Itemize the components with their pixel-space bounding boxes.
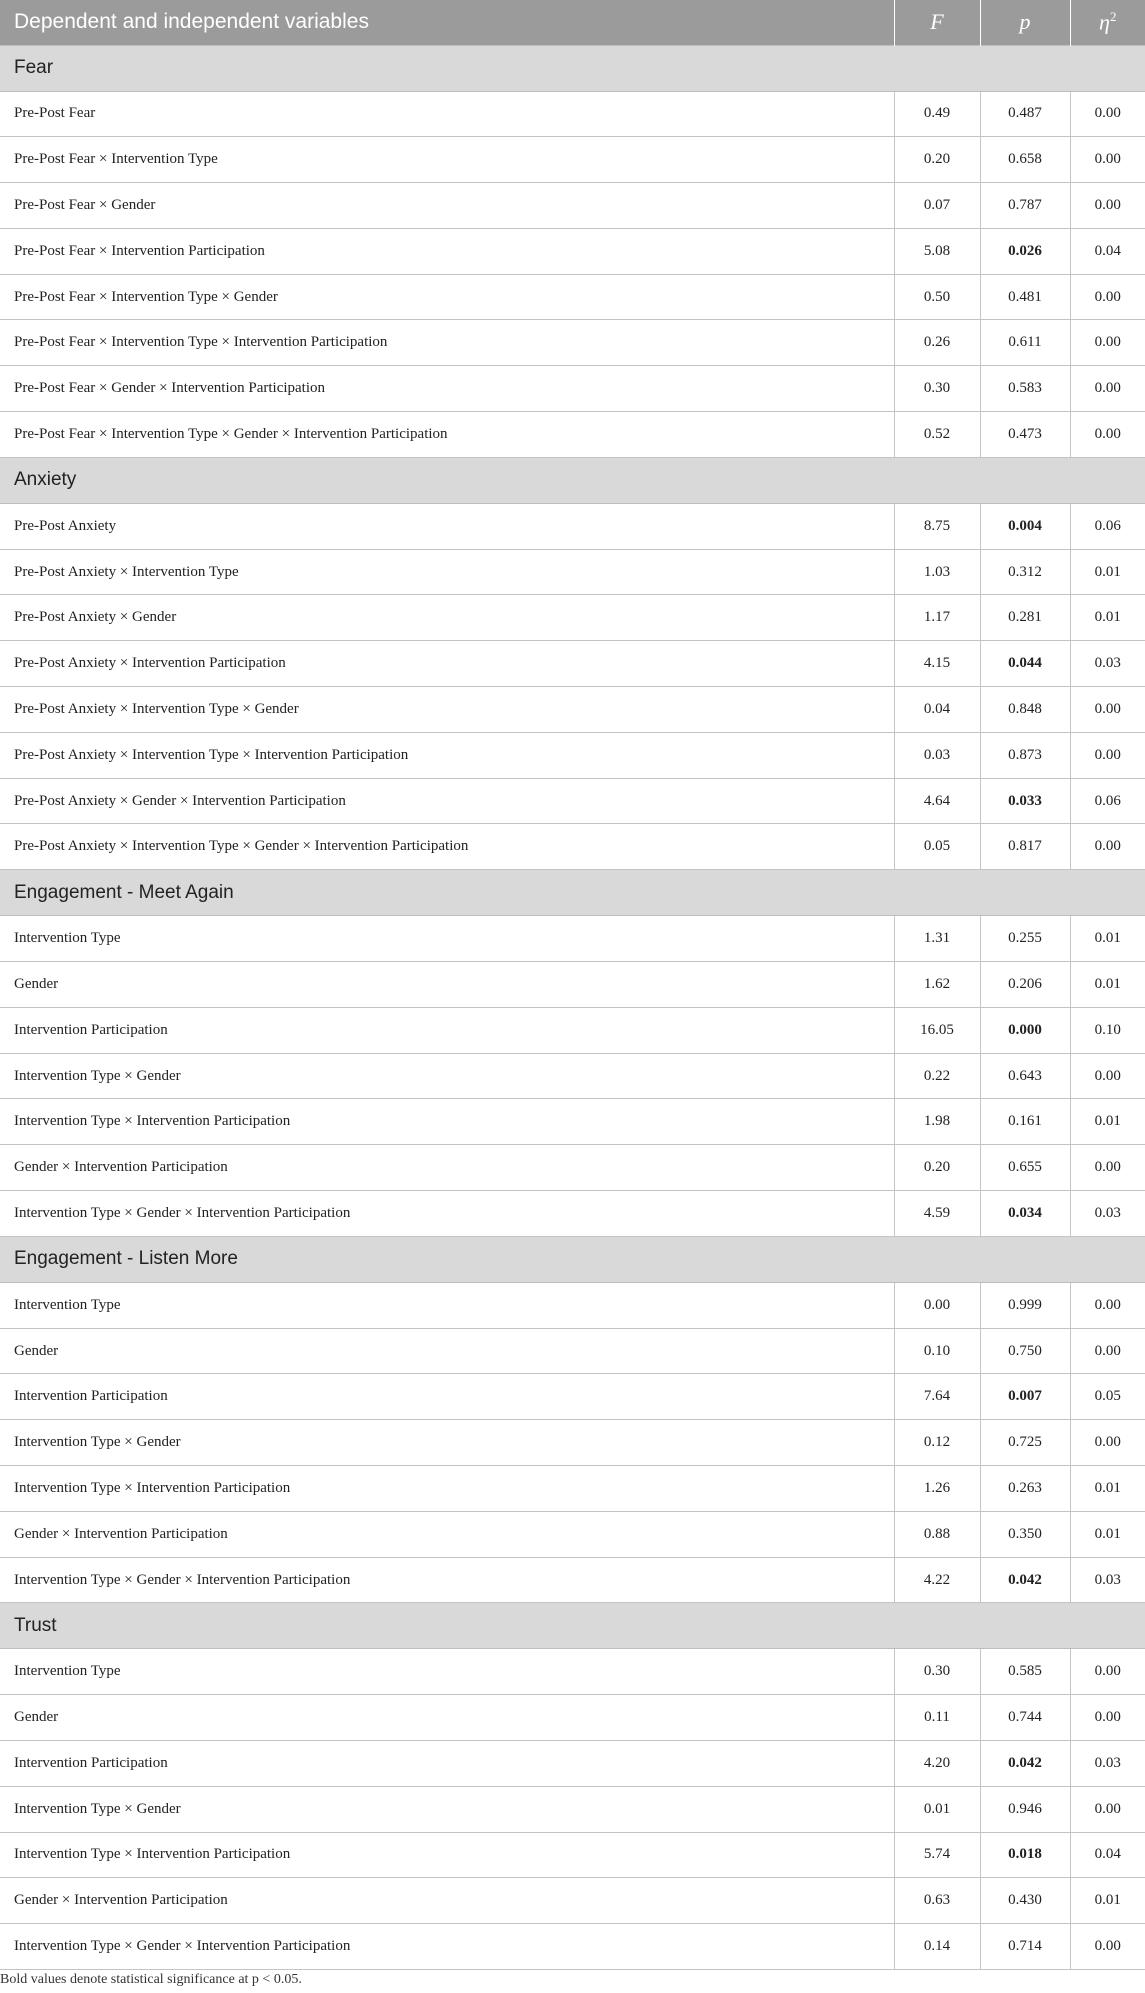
p-value-cell: 0.161 bbox=[980, 1099, 1070, 1145]
eta-squared-cell: 0.03 bbox=[1070, 1191, 1145, 1237]
p-value-cell: 0.655 bbox=[980, 1145, 1070, 1191]
variable-cell: Intervention Participation bbox=[0, 1007, 894, 1053]
p-value-cell: 0.946 bbox=[980, 1786, 1070, 1832]
table-row bbox=[0, 228, 1145, 274]
table-body bbox=[0, 45, 1145, 1969]
table-row bbox=[0, 732, 1145, 778]
eta-squared-cell: 0.00 bbox=[1070, 183, 1145, 229]
p-value-cell: 0.033 bbox=[980, 778, 1070, 824]
p-value-cell: 0.873 bbox=[980, 732, 1070, 778]
table-row bbox=[0, 778, 1145, 824]
table-row bbox=[0, 1786, 1145, 1832]
table-row bbox=[0, 1832, 1145, 1878]
eta-squared-cell: 0.00 bbox=[1070, 91, 1145, 137]
variable-cell: Intervention Type × Intervention Participation bbox=[0, 1832, 894, 1878]
table-row bbox=[0, 1145, 1145, 1191]
f-value-cell: 0.88 bbox=[894, 1511, 980, 1557]
table-row bbox=[0, 412, 1145, 458]
eta-squared-cell: 0.00 bbox=[1070, 412, 1145, 458]
table-row bbox=[0, 916, 1145, 962]
table-row bbox=[0, 824, 1145, 870]
eta-squared-cell: 0.01 bbox=[1070, 962, 1145, 1008]
eta-squared-cell: 0.00 bbox=[1070, 274, 1145, 320]
table-row bbox=[0, 1328, 1145, 1374]
eta-squared-cell: 0.00 bbox=[1070, 824, 1145, 870]
variable-cell: Intervention Type bbox=[0, 1649, 894, 1695]
p-value-cell: 0.744 bbox=[980, 1695, 1070, 1741]
table-row bbox=[0, 1695, 1145, 1741]
variable-cell: Pre-Post Fear × Intervention Type × Intervention Participation bbox=[0, 320, 894, 366]
table-row bbox=[0, 1649, 1145, 1695]
p-value-cell: 0.481 bbox=[980, 274, 1070, 320]
p-value-cell: 0.044 bbox=[980, 641, 1070, 687]
p-value-cell: 0.611 bbox=[980, 320, 1070, 366]
table-row bbox=[0, 1374, 1145, 1420]
table-row bbox=[0, 1099, 1145, 1145]
variable-cell: Intervention Type × Gender × Intervention Participation bbox=[0, 1557, 894, 1603]
variable-cell: Pre-Post Fear bbox=[0, 91, 894, 137]
f-value-cell: 0.52 bbox=[894, 412, 980, 458]
eta-symbol: η bbox=[1099, 9, 1110, 35]
f-value-cell: 0.10 bbox=[894, 1328, 980, 1374]
f-value-cell: 0.11 bbox=[894, 1695, 980, 1741]
variable-cell: Pre-Post Fear × Gender bbox=[0, 183, 894, 229]
p-value-cell: 0.263 bbox=[980, 1466, 1070, 1512]
table-row bbox=[0, 1282, 1145, 1328]
f-value-cell: 0.12 bbox=[894, 1420, 980, 1466]
table-row bbox=[0, 1878, 1145, 1924]
variable-cell: Gender bbox=[0, 1328, 894, 1374]
f-value-cell: 1.17 bbox=[894, 595, 980, 641]
eta-superscript: 2 bbox=[1109, 9, 1117, 25]
variable-cell: Pre-Post Fear × Intervention Type bbox=[0, 137, 894, 183]
p-value-cell: 0.430 bbox=[980, 1878, 1070, 1924]
p-value-cell: 0.281 bbox=[980, 595, 1070, 641]
variable-cell: Gender bbox=[0, 1695, 894, 1741]
header-f-statistic: F bbox=[894, 0, 980, 45]
table-row bbox=[0, 183, 1145, 229]
table-row bbox=[0, 91, 1145, 137]
f-value-cell: 0.30 bbox=[894, 1649, 980, 1695]
eta-squared-cell: 0.03 bbox=[1070, 1741, 1145, 1787]
p-value-cell: 0.585 bbox=[980, 1649, 1070, 1695]
p-value-cell: 0.658 bbox=[980, 137, 1070, 183]
f-value-cell: 1.31 bbox=[894, 916, 980, 962]
variable-cell: Pre-Post Anxiety × Gender bbox=[0, 595, 894, 641]
f-value-cell: 0.14 bbox=[894, 1924, 980, 1970]
variable-cell: Pre-Post Fear × Intervention Type × Gender bbox=[0, 274, 894, 320]
section-header-row bbox=[0, 1236, 1145, 1282]
p-value-cell: 0.026 bbox=[980, 228, 1070, 274]
eta-squared-cell: 0.00 bbox=[1070, 1924, 1145, 1970]
eta-squared-cell: 0.00 bbox=[1070, 1420, 1145, 1466]
f-value-cell: 0.20 bbox=[894, 1145, 980, 1191]
f-value-cell: 0.03 bbox=[894, 732, 980, 778]
p-value-cell: 0.999 bbox=[980, 1282, 1070, 1328]
table-row bbox=[0, 1466, 1145, 1512]
table-row bbox=[0, 1557, 1145, 1603]
section-title: Fear bbox=[0, 45, 1145, 91]
eta-squared-cell: 0.10 bbox=[1070, 1007, 1145, 1053]
eta-squared-cell: 0.06 bbox=[1070, 503, 1145, 549]
header-eta-squared bbox=[1070, 0, 1145, 45]
table-row bbox=[0, 1924, 1145, 1970]
table-row bbox=[0, 503, 1145, 549]
table-row bbox=[0, 641, 1145, 687]
p-value-cell: 0.787 bbox=[980, 183, 1070, 229]
table-row bbox=[0, 1191, 1145, 1237]
variable-cell: Intervention Type × Intervention Participation bbox=[0, 1099, 894, 1145]
p-value-cell: 0.042 bbox=[980, 1557, 1070, 1603]
f-value-cell: 4.64 bbox=[894, 778, 980, 824]
eta-squared-cell: 0.00 bbox=[1070, 1649, 1145, 1695]
f-value-cell: 16.05 bbox=[894, 1007, 980, 1053]
eta-squared-cell: 0.01 bbox=[1070, 549, 1145, 595]
variable-cell: Pre-Post Anxiety × Intervention Type × Gender × Intervention Participation bbox=[0, 824, 894, 870]
eta-squared-cell: 0.00 bbox=[1070, 1695, 1145, 1741]
p-value-cell: 0.206 bbox=[980, 962, 1070, 1008]
variable-cell: Pre-Post Anxiety × Intervention Type × Intervention Participation bbox=[0, 732, 894, 778]
p-value-cell: 0.643 bbox=[980, 1053, 1070, 1099]
variable-cell: Gender × Intervention Participation bbox=[0, 1511, 894, 1557]
f-value-cell: 5.08 bbox=[894, 228, 980, 274]
p-value-cell: 0.750 bbox=[980, 1328, 1070, 1374]
f-value-cell: 0.00 bbox=[894, 1282, 980, 1328]
variable-cell: Intervention Type × Gender bbox=[0, 1420, 894, 1466]
eta-squared-cell: 0.00 bbox=[1070, 732, 1145, 778]
table-row bbox=[0, 320, 1145, 366]
f-value-cell: 4.15 bbox=[894, 641, 980, 687]
section-header-row bbox=[0, 457, 1145, 503]
section-title: Engagement - Listen More bbox=[0, 1236, 1145, 1282]
f-value-cell: 0.63 bbox=[894, 1878, 980, 1924]
p-value-cell: 0.583 bbox=[980, 366, 1070, 412]
variable-cell: Intervention Type × Gender bbox=[0, 1786, 894, 1832]
f-value-cell: 0.05 bbox=[894, 824, 980, 870]
f-value-cell: 1.98 bbox=[894, 1099, 980, 1145]
variable-cell: Pre-Post Anxiety bbox=[0, 503, 894, 549]
eta-squared-cell: 0.00 bbox=[1070, 1145, 1145, 1191]
f-value-cell: 0.26 bbox=[894, 320, 980, 366]
p-value-cell: 0.714 bbox=[980, 1924, 1070, 1970]
p-value-cell: 0.000 bbox=[980, 1007, 1070, 1053]
f-value-cell: 4.22 bbox=[894, 1557, 980, 1603]
eta-squared-cell: 0.03 bbox=[1070, 1557, 1145, 1603]
variable-cell: Gender bbox=[0, 962, 894, 1008]
eta-squared-cell: 0.05 bbox=[1070, 1374, 1145, 1420]
variable-cell: Pre-Post Anxiety × Gender × Intervention Participation bbox=[0, 778, 894, 824]
eta-squared-cell: 0.01 bbox=[1070, 595, 1145, 641]
eta-squared-cell: 0.00 bbox=[1070, 1786, 1145, 1832]
p-value-cell: 0.007 bbox=[980, 1374, 1070, 1420]
p-value-cell: 0.487 bbox=[980, 91, 1070, 137]
f-value-cell: 0.30 bbox=[894, 366, 980, 412]
header-p-value: p bbox=[980, 0, 1070, 45]
variable-cell: Intervention Type × Gender bbox=[0, 1053, 894, 1099]
eta-squared-cell: 0.00 bbox=[1070, 1282, 1145, 1328]
section-title: Engagement - Meet Again bbox=[0, 870, 1145, 916]
section-title: Trust bbox=[0, 1603, 1145, 1649]
section-header-row bbox=[0, 45, 1145, 91]
section-header-row bbox=[0, 870, 1145, 916]
eta-squared-cell: 0.00 bbox=[1070, 320, 1145, 366]
variable-cell: Intervention Type × Gender × Intervention Participation bbox=[0, 1191, 894, 1237]
table-row bbox=[0, 1053, 1145, 1099]
variable-cell: Pre-Post Anxiety × Intervention Participation bbox=[0, 641, 894, 687]
eta-squared-cell: 0.01 bbox=[1070, 916, 1145, 962]
variable-cell: Gender × Intervention Participation bbox=[0, 1878, 894, 1924]
table-row bbox=[0, 366, 1145, 412]
table-row bbox=[0, 1007, 1145, 1053]
f-value-cell: 0.22 bbox=[894, 1053, 980, 1099]
variable-cell: Pre-Post Fear × Gender × Intervention Participation bbox=[0, 366, 894, 412]
p-value-cell: 0.018 bbox=[980, 1832, 1070, 1878]
eta-squared-cell: 0.06 bbox=[1070, 778, 1145, 824]
eta-squared-cell: 0.03 bbox=[1070, 641, 1145, 687]
p-value-cell: 0.042 bbox=[980, 1741, 1070, 1787]
p-value-cell: 0.725 bbox=[980, 1420, 1070, 1466]
f-value-cell: 1.62 bbox=[894, 962, 980, 1008]
p-value-cell: 0.004 bbox=[980, 503, 1070, 549]
eta-squared-cell: 0.01 bbox=[1070, 1466, 1145, 1512]
table-row bbox=[0, 274, 1145, 320]
table-header-row bbox=[0, 0, 1145, 45]
table-row bbox=[0, 595, 1145, 641]
table-row bbox=[0, 137, 1145, 183]
variable-cell: Pre-Post Anxiety × Intervention Type × Gender bbox=[0, 687, 894, 733]
eta-squared-cell: 0.00 bbox=[1070, 1328, 1145, 1374]
variable-cell: Pre-Post Fear × Intervention Type × Gender × Intervention Participation bbox=[0, 412, 894, 458]
variable-cell: Intervention Participation bbox=[0, 1374, 894, 1420]
table-row bbox=[0, 1420, 1145, 1466]
f-value-cell: 4.59 bbox=[894, 1191, 980, 1237]
variable-cell: Intervention Type × Gender × Intervention Participation bbox=[0, 1924, 894, 1970]
eta-squared-cell: 0.00 bbox=[1070, 687, 1145, 733]
f-value-cell: 4.20 bbox=[894, 1741, 980, 1787]
p-value-cell: 0.312 bbox=[980, 549, 1070, 595]
variable-cell: Gender × Intervention Participation bbox=[0, 1145, 894, 1191]
eta-squared-cell: 0.01 bbox=[1070, 1511, 1145, 1557]
f-value-cell: 0.07 bbox=[894, 183, 980, 229]
header-variables: Dependent and independent variables bbox=[0, 0, 894, 45]
table-row bbox=[0, 549, 1145, 595]
eta-squared-cell: 0.04 bbox=[1070, 228, 1145, 274]
f-value-cell: 0.01 bbox=[894, 1786, 980, 1832]
f-value-cell: 0.50 bbox=[894, 274, 980, 320]
p-value-cell: 0.817 bbox=[980, 824, 1070, 870]
variable-cell: Intervention Type bbox=[0, 1282, 894, 1328]
eta-squared-cell: 0.04 bbox=[1070, 1832, 1145, 1878]
table-row bbox=[0, 687, 1145, 733]
table-row bbox=[0, 962, 1145, 1008]
eta-squared-cell: 0.00 bbox=[1070, 1053, 1145, 1099]
table-row bbox=[0, 1741, 1145, 1787]
p-value-cell: 0.473 bbox=[980, 412, 1070, 458]
eta-squared-cell: 0.01 bbox=[1070, 1878, 1145, 1924]
p-value-cell: 0.350 bbox=[980, 1511, 1070, 1557]
eta-squared-cell: 0.00 bbox=[1070, 366, 1145, 412]
variable-cell: Intervention Type × Intervention Participation bbox=[0, 1466, 894, 1512]
eta-squared-cell: 0.01 bbox=[1070, 1099, 1145, 1145]
p-value-cell: 0.034 bbox=[980, 1191, 1070, 1237]
f-value-cell: 1.26 bbox=[894, 1466, 980, 1512]
variable-cell: Pre-Post Anxiety × Intervention Type bbox=[0, 549, 894, 595]
f-value-cell: 0.20 bbox=[894, 137, 980, 183]
table-row bbox=[0, 1511, 1145, 1557]
f-value-cell: 1.03 bbox=[894, 549, 980, 595]
f-value-cell: 0.49 bbox=[894, 91, 980, 137]
f-value-cell: 0.04 bbox=[894, 687, 980, 733]
table-footnote: Bold values denote statistical significance at p < 0.05. bbox=[0, 1972, 302, 1987]
variable-cell: Intervention Type bbox=[0, 916, 894, 962]
f-value-cell: 5.74 bbox=[894, 1832, 980, 1878]
variable-cell: Intervention Participation bbox=[0, 1741, 894, 1787]
f-value-cell: 7.64 bbox=[894, 1374, 980, 1420]
p-value-cell: 0.848 bbox=[980, 687, 1070, 733]
section-title: Anxiety bbox=[0, 457, 1145, 503]
p-value-cell: 0.255 bbox=[980, 916, 1070, 962]
eta-squared-cell: 0.00 bbox=[1070, 137, 1145, 183]
section-header-row bbox=[0, 1603, 1145, 1649]
variable-cell: Pre-Post Fear × Intervention Participation bbox=[0, 228, 894, 274]
f-value-cell: 8.75 bbox=[894, 503, 980, 549]
